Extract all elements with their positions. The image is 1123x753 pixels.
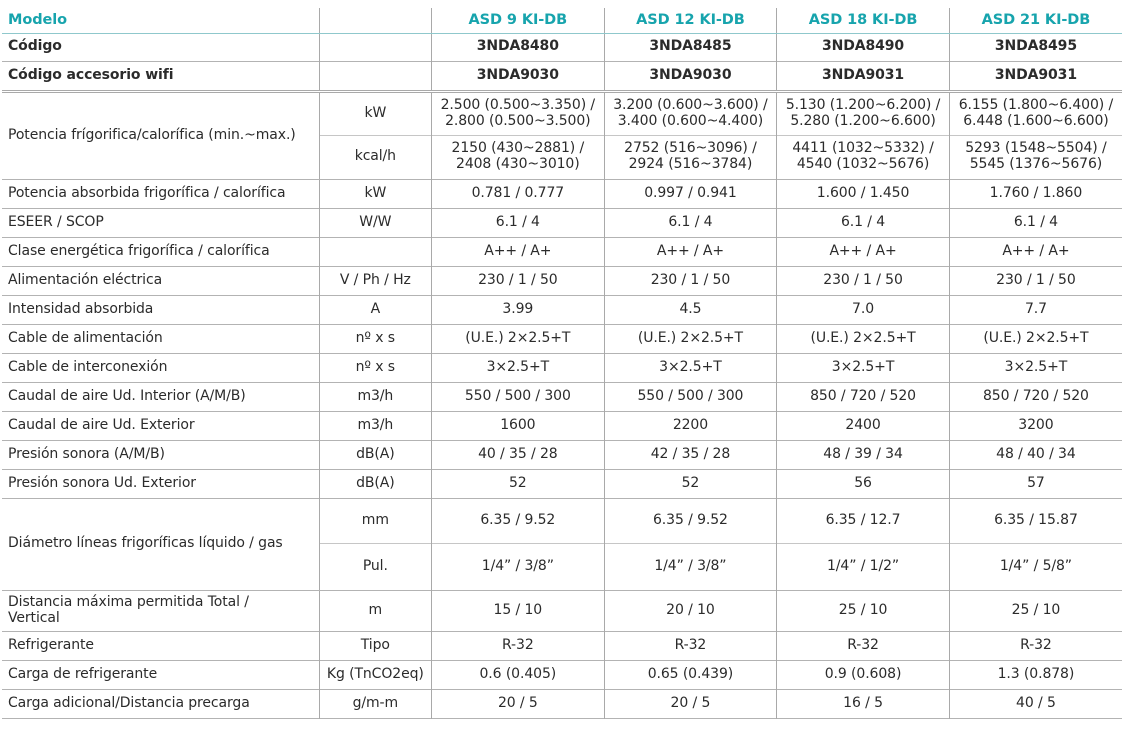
row-label: ESEER / SCOP [8, 213, 104, 230]
cell-value: A++ / A+ [949, 237, 1122, 266]
row-unit: V / Ph / Hz [319, 266, 431, 295]
row-unit [319, 237, 431, 266]
cell-value: 48 / 39 / 34 [777, 440, 950, 469]
row-unit: A [319, 295, 431, 324]
row-unit: nº x s [319, 324, 431, 353]
cell-value: 6.1 / 4 [949, 208, 1122, 237]
cell-value: 3NDA9031 [777, 61, 950, 91]
value-line: 5.280 (1.200~6.600) [790, 112, 936, 129]
spec-row [2, 295, 1122, 324]
row-label: Diámetro líneas frigoríficas líquido / gas [2, 498, 319, 590]
value-line: 2.800 (0.500~3.500) [445, 112, 591, 129]
cell-value: 3NDA8480 [432, 33, 605, 61]
cell-value: 550 / 500 / 300 [604, 382, 777, 411]
cell-value: 6.35 / 9.52 [432, 498, 605, 543]
row-label: Clase energética frigorífica / calorífica [8, 242, 270, 259]
codigo-row [2, 33, 1122, 61]
value-line: 6.155 (1.800~6.400) / [958, 96, 1114, 113]
cell-value: 25 / 10 [949, 590, 1122, 631]
cell-value: 1/4” / 1/2” [777, 543, 950, 590]
spec-row [2, 266, 1122, 295]
cell-value: 3NDA8490 [777, 33, 950, 61]
cell-value: 6.35 / 12.7 [777, 498, 950, 543]
cell-value: R-32 [432, 631, 605, 660]
cell-value: 1/4” / 3/8” [432, 543, 605, 590]
spec-row [2, 689, 1122, 718]
cell-value: 40 / 5 [949, 689, 1122, 718]
cell-value: 52 [432, 469, 605, 498]
spec-row [2, 324, 1122, 353]
row-unit: m [319, 590, 431, 631]
cell-value: 0.9 (0.608) [777, 660, 950, 689]
cell-value: (U.E.) 2×2.5+T [432, 324, 605, 353]
cell-value: 2400 [777, 411, 950, 440]
value-line: 4540 (1032~5676) [796, 156, 930, 172]
cell-value [432, 135, 605, 179]
cell-value [949, 91, 1122, 135]
row-label [2, 590, 319, 631]
cell-value [777, 91, 950, 135]
cell-value: R-32 [777, 631, 950, 660]
spec-row [2, 660, 1122, 689]
value-line: 3.200 (0.600~3.600) / [613, 96, 768, 113]
distancia-row [2, 590, 1122, 631]
cell-value: 1.600 / 1.450 [777, 179, 950, 208]
value-line: 2752 (516~3096) / [624, 140, 757, 157]
value-line: 2150 (430~2881) / [451, 140, 585, 157]
value-line: 4411 (1032~5332) / [792, 140, 934, 157]
cell-value: A++ / A+ [604, 237, 777, 266]
value-line: 6.448 (1.600~6.600) [963, 112, 1109, 129]
cell-value: 2200 [604, 411, 777, 440]
row-unit: W/W [319, 208, 431, 237]
row-unit: Kg (TnCO2eq) [319, 660, 431, 689]
spec-row [2, 179, 1122, 208]
row-unit: Pul. [319, 543, 431, 590]
cell-value: 230 / 1 / 50 [604, 266, 777, 295]
cell-value: 20 / 5 [432, 689, 605, 718]
row-label: Código accesorio wifi [8, 66, 174, 83]
cell-value: 57 [949, 469, 1122, 498]
row-label: Intensidad absorbida [8, 300, 154, 317]
cell-value: 56 [777, 469, 950, 498]
spec-row [2, 208, 1122, 237]
value-line: 5293 (1548~5504) / [965, 140, 1107, 157]
cell-value: 0.6 (0.405) [432, 660, 605, 689]
row-unit: m3/h [319, 382, 431, 411]
cell-value: 3.99 [432, 295, 605, 324]
model-name: ASD 12 KI-DB [604, 8, 777, 33]
spec-row [2, 411, 1122, 440]
row-unit: nº x s [319, 353, 431, 382]
cell-value: 40 / 35 / 28 [432, 440, 605, 469]
spec-row [2, 382, 1122, 411]
cell-value: 550 / 500 / 300 [432, 382, 605, 411]
cell-value: 3NDA9030 [432, 61, 605, 91]
cell-value: 0.65 (0.439) [604, 660, 777, 689]
diametro-mm-row [2, 498, 1122, 543]
cell-value: 850 / 720 / 520 [949, 382, 1122, 411]
row-label: Refrigerante [8, 636, 94, 653]
row-label: Cable de alimentación [8, 329, 163, 346]
potencia-kw-row [2, 91, 1122, 135]
cell-value [777, 135, 950, 179]
value-line: 3.400 (0.600~4.400) [617, 112, 764, 129]
row-label: Cable de interconexión [8, 358, 168, 375]
value-line: 5.130 (1.200~6.200) / [785, 96, 941, 113]
row-label: Alimentación eléctrica [8, 271, 163, 288]
cell-value: 230 / 1 / 50 [949, 266, 1122, 295]
cell-value [604, 91, 777, 135]
cell-value: 52 [604, 469, 777, 498]
cell-value: 3×2.5+T [432, 353, 605, 382]
model-header-label: Modelo [2, 8, 319, 33]
value-line: 2408 (430~3010) [456, 156, 580, 172]
cell-value: 3NDA8495 [949, 33, 1122, 61]
cell-value: 3NDA8485 [604, 33, 777, 61]
cell-value: 850 / 720 / 520 [777, 382, 950, 411]
spec-row [2, 237, 1122, 266]
model-name: ASD 21 KI-DB [949, 8, 1122, 33]
cell-value: R-32 [604, 631, 777, 660]
cell-value [604, 135, 777, 179]
cell-value: 3NDA9030 [604, 61, 777, 91]
cell-value: R-32 [949, 631, 1122, 660]
cell-value: 1600 [432, 411, 605, 440]
cell-value: 6.35 / 15.87 [949, 498, 1122, 543]
cell-value: 6.35 / 9.52 [604, 498, 777, 543]
row-label: Presión sonora Ud. Exterior [8, 474, 196, 491]
model-name: ASD 9 KI-DB [432, 8, 605, 33]
cell-value: (U.E.) 2×2.5+T [949, 324, 1122, 353]
row-unit: m3/h [319, 411, 431, 440]
cell-value [432, 91, 605, 135]
row-unit: dB(A) [319, 440, 431, 469]
row-label: Caudal de aire Ud. Interior (A/M/B) [8, 387, 246, 404]
row-unit: dB(A) [319, 469, 431, 498]
label-line: Distancia máxima permitida Total / [8, 593, 249, 610]
model-name: ASD 18 KI-DB [777, 8, 950, 33]
cell-value: 20 / 5 [604, 689, 777, 718]
cell-value: A++ / A+ [432, 237, 605, 266]
spec-row [2, 631, 1122, 660]
row-unit: g/m-m [319, 689, 431, 718]
row-label: Potencia absorbida frigorífica / calorífica [8, 184, 286, 201]
spec-row [2, 353, 1122, 382]
cell-value: 6.1 / 4 [604, 208, 777, 237]
cell-value: 0.781 / 0.777 [432, 179, 605, 208]
cell-value: 20 / 10 [604, 590, 777, 631]
spec-row [2, 469, 1122, 498]
value-line: 2924 (516~3784) [628, 156, 753, 172]
cell-value: 3NDA9031 [949, 61, 1122, 91]
cell-value: 1.3 (0.878) [949, 660, 1122, 689]
cell-value: A++ / A+ [777, 237, 950, 266]
spec-table [2, 8, 1122, 719]
model-header-row [2, 8, 1122, 33]
cell-value: 6.1 / 4 [432, 208, 605, 237]
row-label: Potencia frígorifica/calorífica (min.~max.) [2, 91, 319, 179]
cell-value: 48 / 40 / 34 [949, 440, 1122, 469]
cell-value: 25 / 10 [777, 590, 950, 631]
row-unit: kW [319, 179, 431, 208]
row-unit: mm [319, 498, 431, 543]
cell-value: 230 / 1 / 50 [777, 266, 950, 295]
spec-row [2, 440, 1122, 469]
row-label: Presión sonora (A/M/B) [8, 445, 165, 462]
cell-value: 4.5 [604, 295, 777, 324]
row-label: Caudal de aire Ud. Exterior [8, 416, 195, 433]
value-line: 2.500 (0.500~3.350) / [440, 96, 596, 113]
label-line: Vertical [8, 609, 60, 626]
row-unit: Tipo [319, 631, 431, 660]
row-label: Código [8, 38, 62, 55]
cell-value: 3×2.5+T [777, 353, 950, 382]
cell-value: 3200 [949, 411, 1122, 440]
cell-value: 6.1 / 4 [777, 208, 950, 237]
cell-value: 1/4” / 3/8” [604, 543, 777, 590]
cell-value: 16 / 5 [777, 689, 950, 718]
row-label: Carga de refrigerante [8, 665, 158, 682]
cell-value: 42 / 35 / 28 [604, 440, 777, 469]
row-label: Carga adicional/Distancia precarga [8, 694, 250, 711]
value-line: 5545 (1376~5676) [969, 156, 1103, 172]
cell-value: 15 / 10 [432, 590, 605, 631]
cell-value: 7.7 [949, 295, 1122, 324]
cell-value: 1.760 / 1.860 [949, 179, 1122, 208]
cell-value: 3×2.5+T [949, 353, 1122, 382]
row-unit [319, 33, 431, 61]
cell-value: 230 / 1 / 50 [432, 266, 605, 295]
cell-value: 7.0 [777, 295, 950, 324]
cell-value: (U.E.) 2×2.5+T [777, 324, 950, 353]
wifi-row [2, 61, 1122, 91]
cell-value: 1/4” / 5/8” [949, 543, 1122, 590]
row-unit: kW [319, 91, 431, 135]
row-unit: kcal/h [319, 135, 431, 179]
cell-value: 3×2.5+T [604, 353, 777, 382]
unit-header [319, 8, 431, 33]
row-unit [319, 61, 431, 91]
cell-value: (U.E.) 2×2.5+T [604, 324, 777, 353]
cell-value [949, 135, 1122, 179]
cell-value: 0.997 / 0.941 [604, 179, 777, 208]
